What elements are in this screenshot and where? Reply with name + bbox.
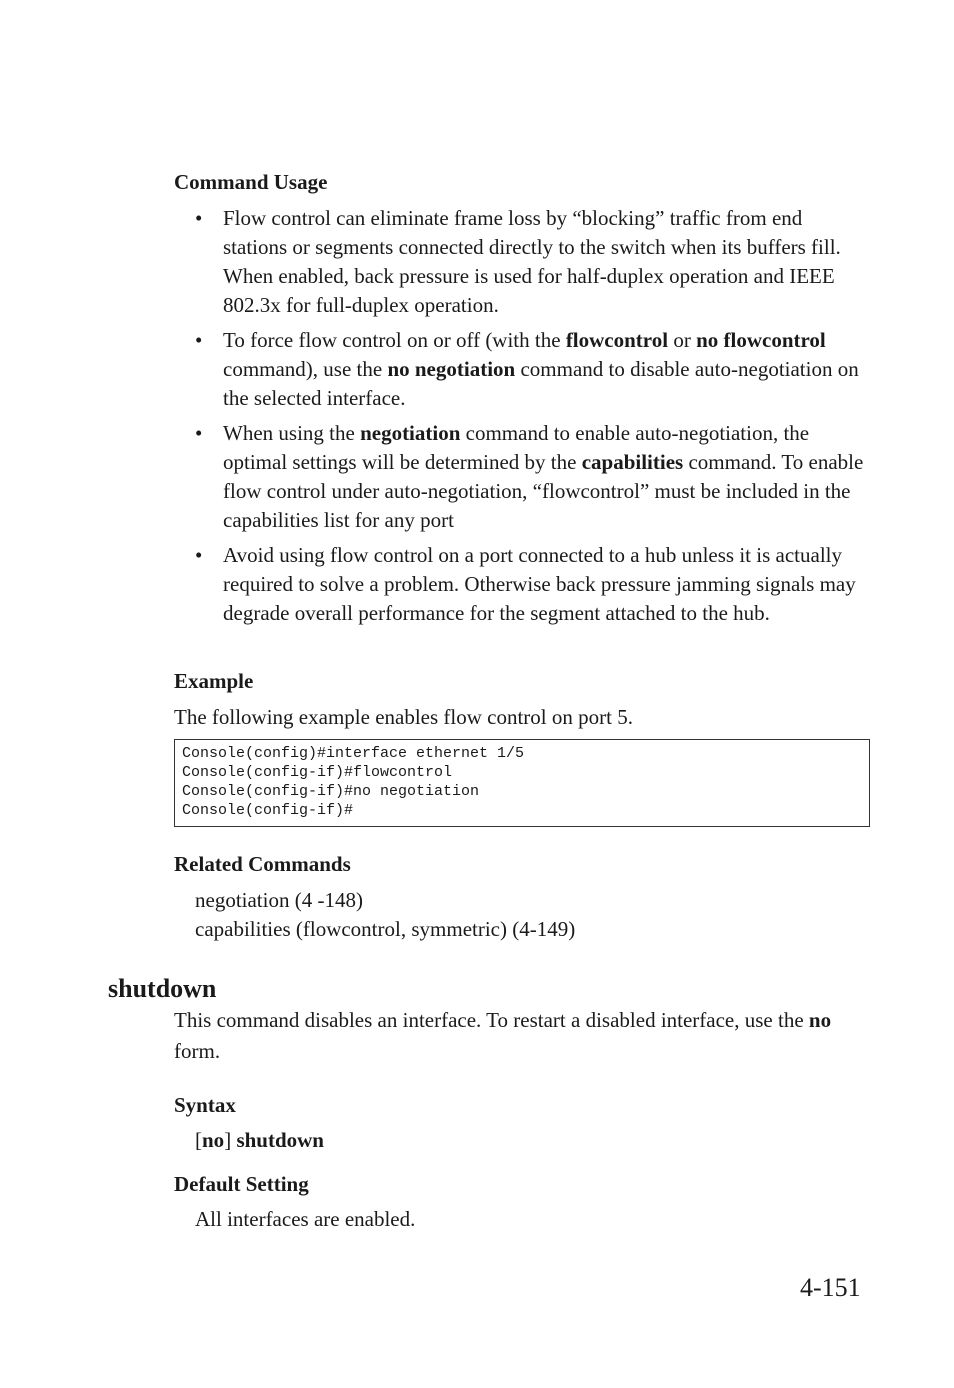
bullet-text: Flow control can eliminate frame loss by “blocking” traffic from end stations or segments connected directly to the switch when its buffers fill. When enabled, back pressure is used for half-duplex operation and IEEE 802.3x for full-duplex operation. [223,206,841,317]
syntax-keyword-no: no [202,1128,225,1152]
syntax-heading: Syntax [174,1093,236,1117]
bullet-dot-icon: • [195,421,203,445]
syntax-command: shutdown [236,1128,324,1152]
bullet-dot-icon: • [195,206,203,230]
command-usage-heading: Command Usage [174,170,328,194]
bullet-keyword: no flowcontrol [696,328,826,352]
bullet-text: command. To enable flow control under auto-negotiation, “flowcontrol” must be included in the capabilities list for any port [223,450,864,532]
bullet-keyword: flowcontrol [565,328,669,352]
description-text-end: form. [174,1039,221,1063]
bullet-text: command), use the [223,357,388,381]
default-setting-text: All interfaces are enabled. [195,1207,416,1231]
bullet-text: or [668,328,697,352]
code-line: Console(config-if)#no negotiation [182,783,480,800]
code-line: Console(config)#interface ethernet 1/5 [182,745,525,762]
bullet-text: Avoid using flow control on a port connected to a hub unless it is actually required to solve a problem. Otherwise back pressure jamming signals may degrade overall performance for the segment attached to the hub. [223,543,856,625]
code-example-block [174,739,870,827]
code-line: Console(config-if)# [182,802,354,819]
related-command-item: capabilities (flowcontrol, symmetric) (4-149) [195,917,576,941]
syntax-bracket-close: ] [224,1128,237,1152]
usage-bullet-item [193,326,865,413]
bullet-text: When using the [223,421,361,445]
bullet-dot-icon: • [195,328,203,352]
syntax-line [195,1126,324,1155]
bullet-keyword: capabilities [581,450,684,474]
example-intro: The following example enables flow control on port 5. [174,705,633,729]
default-setting-heading: Default Setting [174,1172,309,1196]
page-number: 4-151 [800,1273,861,1302]
description-keyword: no [808,1008,832,1032]
example-heading: Example [174,669,254,693]
bullet-keyword: negotiation [360,421,461,445]
bullet-dot-icon: • [195,543,203,567]
shutdown-description [174,1005,866,1067]
usage-bullet-item [193,419,865,535]
bullet-text: To force flow control on or off (with the [223,328,566,352]
bullet-keyword: no negotiation [387,357,516,381]
related-commands-heading: Related Commands [174,852,351,876]
command-usage-list [193,204,865,634]
section-title-shutdown: shutdown [108,974,217,1003]
code-line: Console(config-if)#flowcontrol [182,764,453,781]
syntax-bracket-open: [ [195,1128,202,1152]
usage-bullet-item [193,541,865,628]
bullet-text: command to enable auto-negotiation, the optimal settings will be determined by the [223,421,810,474]
bullet-text: command to disable auto-negotiation on the selected interface. [223,357,859,410]
usage-bullet-item [193,204,865,320]
description-text: This command disables an interface. To restart a disabled interface, use the [174,1008,809,1032]
related-command-item: negotiation (4 -148) [195,888,363,912]
